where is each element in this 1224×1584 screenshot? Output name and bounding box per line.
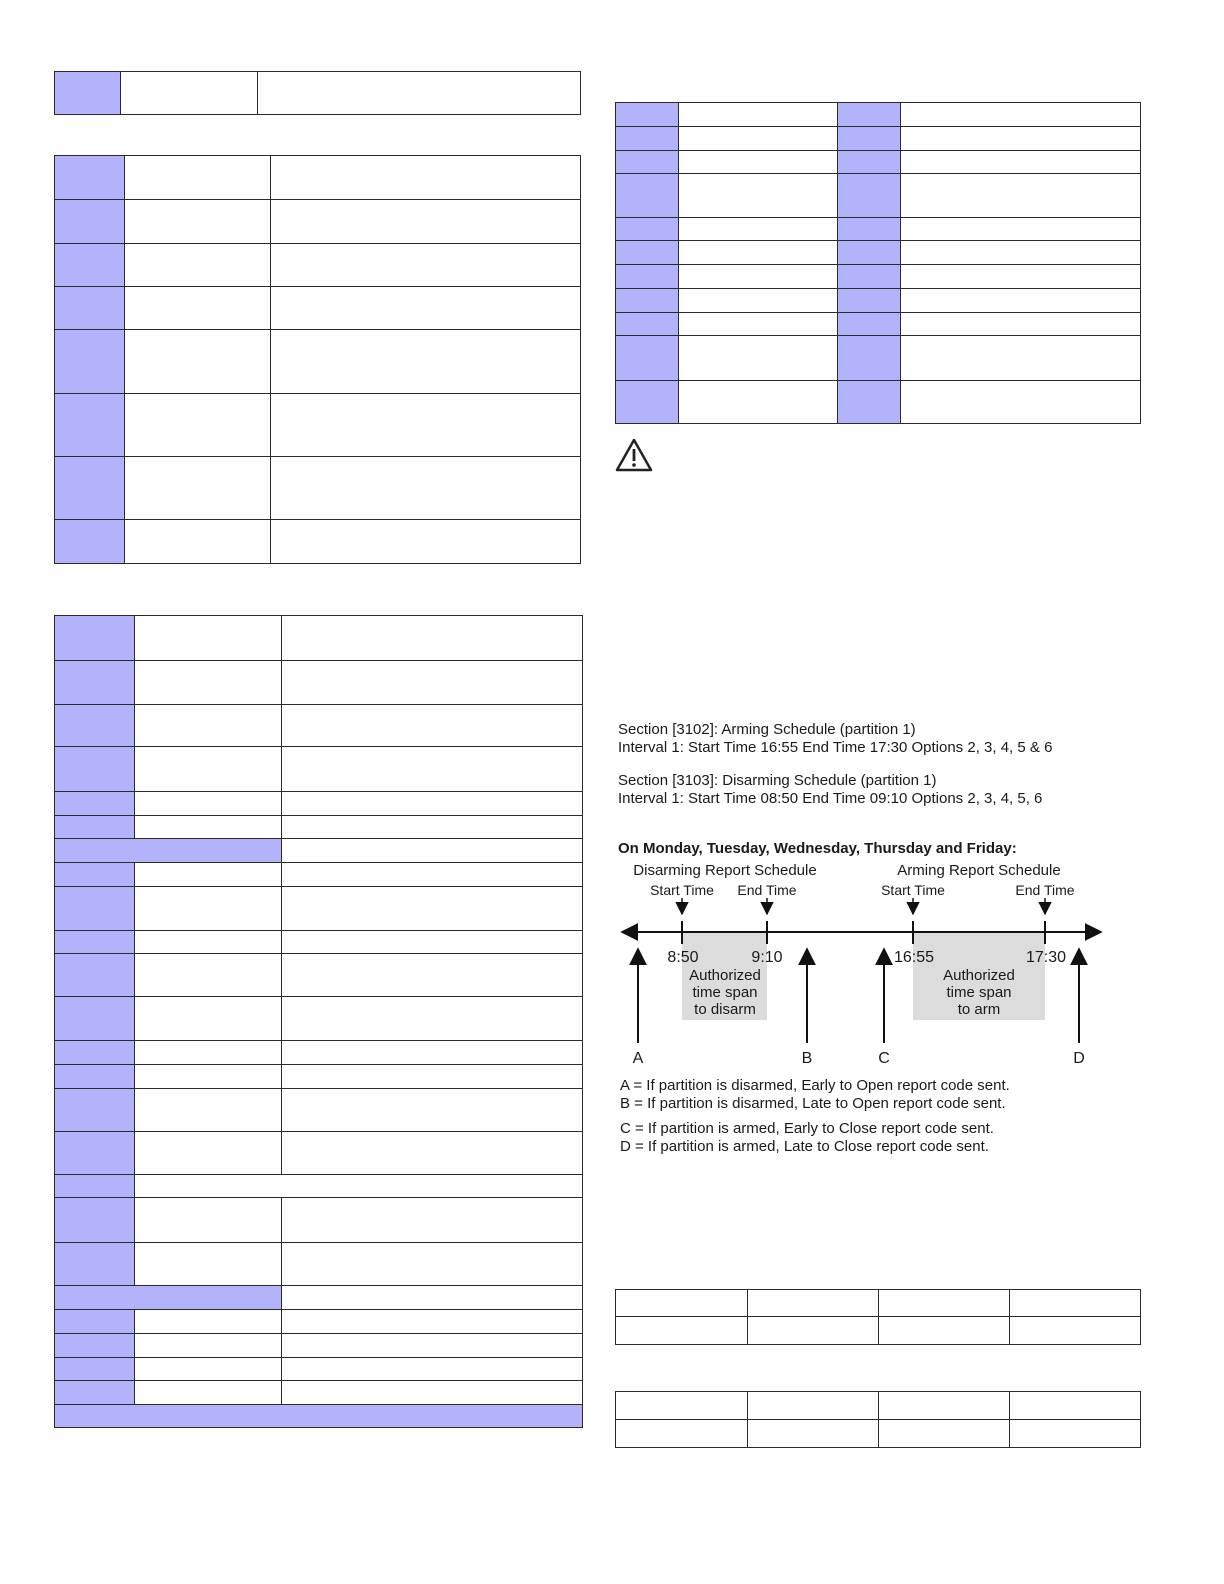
table-4 [615,102,1141,424]
disarming-interval: Interval 1: Start Time 08:50 End Time 09:10 Options 2, 3, 4, 5, 6 [618,790,1043,807]
time-1730: 17:30 [1025,949,1067,966]
disarm-span-line-3: to disarm [694,1001,756,1018]
start-time-label-arm: Start Time [881,882,945,898]
arming-interval: Interval 1: Start Time 16:55 End Time 17:30 Options 2, 3, 4, 5 & 6 [618,739,1053,756]
legend-c: C = If partition is armed, Early to Close report code sent. [620,1120,994,1137]
table-5 [615,1289,1141,1345]
point-d: D [1073,1050,1085,1067]
point-a: A [632,1050,644,1067]
table-2 [54,155,581,564]
end-time-label-arm: End Time [1015,882,1075,898]
legend-d: D = If partition is armed, Late to Close report code sent. [620,1138,989,1155]
time-1655: 16:55 [893,949,935,966]
disarm-schedule-label: Disarming Report Schedule [633,862,817,879]
warning-icon [614,437,654,473]
point-b: B [801,1050,813,1067]
diagram-heading: On Monday, Tuesday, Wednesday, Thursday and Friday: [618,840,1017,857]
arm-span-line-3: to arm [957,1001,1001,1018]
legend-b: B = If partition is disarmed, Late to Open report code sent. [620,1095,1006,1112]
arm-schedule-label: Arming Report Schedule [897,862,1061,879]
table-3 [54,615,583,1428]
arming-heading: Section [3102]: Arming Schedule (partition 1) [618,721,916,738]
legend-a: A = If partition is disarmed, Early to Open report code sent. [620,1077,1010,1094]
arm-span-line-2: time span [946,984,1012,1001]
start-time-label-disarm: Start Time [650,882,714,898]
disarm-span-line-2: time span [692,984,758,1001]
time-850: 8:50 [667,949,699,966]
time-910: 9:10 [751,949,783,966]
table-1 [54,71,581,115]
schedule-timeline-diagram [612,858,1112,1078]
end-time-label-disarm: End Time [737,882,797,898]
table-6 [615,1391,1141,1448]
arm-span-line-1: Authorized [943,967,1015,984]
disarming-heading: Section [3103]: Disarming Schedule (partition 1) [618,772,937,789]
disarm-span-line-1: Authorized [689,967,761,984]
point-c: C [878,1050,890,1067]
